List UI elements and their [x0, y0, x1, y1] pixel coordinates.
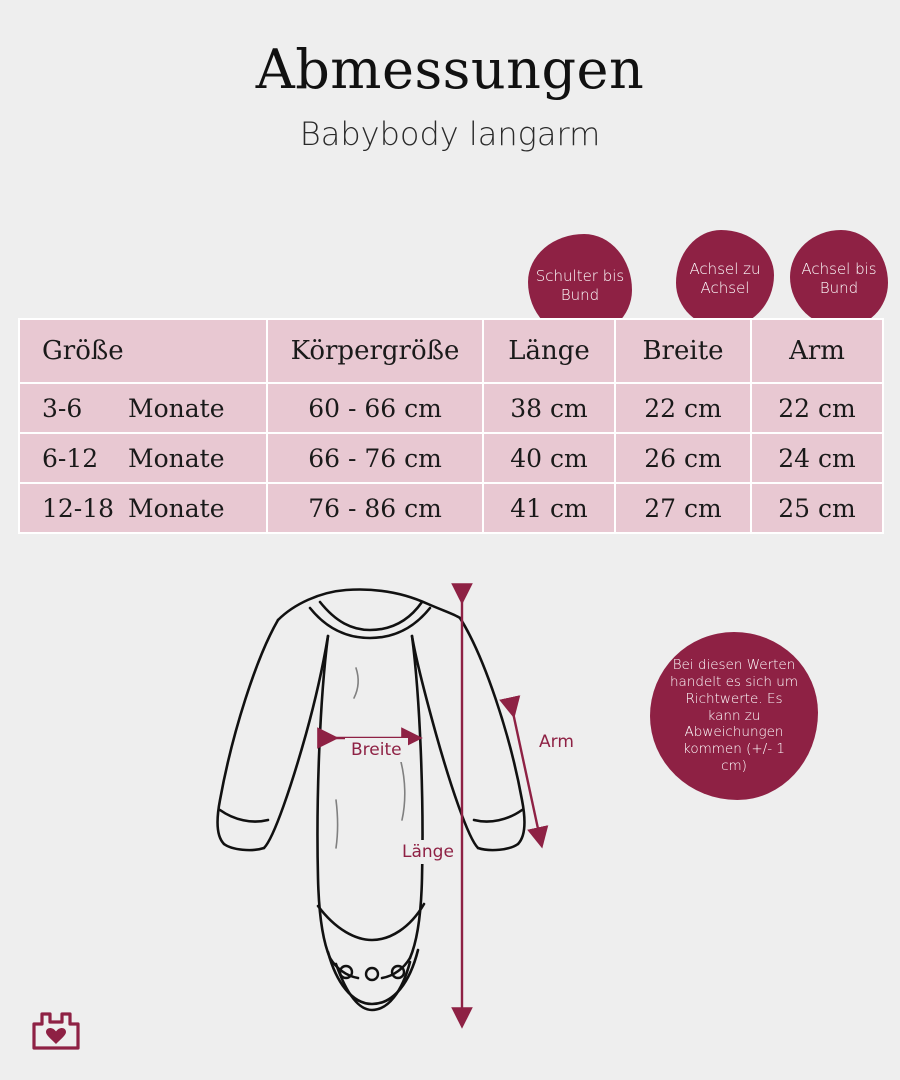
column-header-arm: Arm	[751, 319, 883, 383]
cell-body-height: 60 - 66 cm	[267, 383, 483, 433]
cell-size-number: 12-18	[42, 493, 115, 523]
cell-arm: 24 cm	[751, 433, 883, 483]
page-subtitle: Babybody langarm	[299, 115, 601, 154]
bodysuit-illustration	[160, 548, 580, 1038]
table-row	[19, 383, 883, 433]
page-title: Abmessungen	[255, 38, 645, 101]
cell-size-unit: Monate	[128, 393, 225, 423]
cell-size	[19, 433, 267, 483]
size-table-wrapper	[18, 318, 882, 534]
cell-size	[19, 383, 267, 433]
blob-armpit-to-armpit-label: Achsel zu Achsel	[689, 260, 761, 297]
table-row	[19, 483, 883, 533]
cell-laenge: 38 cm	[483, 383, 615, 433]
size-table	[18, 318, 884, 534]
cell-laenge: 40 cm	[483, 433, 615, 483]
cell-size	[19, 483, 267, 533]
label-laenge: Länge	[396, 840, 460, 864]
label-breite: Breite	[345, 738, 408, 762]
column-header-body: Körpergröße	[267, 319, 483, 383]
cell-size-number: 3-6	[42, 393, 83, 423]
blob-disclaimer-note	[650, 632, 818, 800]
blob-armpit-to-band	[790, 230, 888, 328]
blob-shoulder-to-band-label: Schulter bis Bund	[535, 267, 625, 304]
cell-breite: 26 cm	[615, 433, 751, 483]
blob-armpit-to-armpit	[676, 230, 774, 328]
cell-arm: 22 cm	[751, 383, 883, 433]
label-arm: Arm	[533, 730, 580, 754]
cell-size-unit: Monate	[128, 493, 225, 523]
cell-breite: 22 cm	[615, 383, 751, 433]
brand-logo	[30, 1006, 82, 1052]
cell-size-unit: Monate	[128, 443, 225, 473]
column-header-breite: Breite	[615, 319, 751, 383]
cell-laenge: 41 cm	[483, 483, 615, 533]
page-header	[0, 0, 900, 153]
cell-size-number: 6-12	[42, 443, 99, 473]
blob-armpit-to-band-label: Achsel bis Bund	[801, 260, 877, 297]
cell-body-height: 66 - 76 cm	[267, 433, 483, 483]
column-header-size: Größe	[19, 319, 267, 383]
table-header-row	[19, 319, 883, 383]
column-header-laenge: Länge	[483, 319, 615, 383]
cell-breite: 27 cm	[615, 483, 751, 533]
table-row	[19, 433, 883, 483]
cell-body-height: 76 - 86 cm	[267, 483, 483, 533]
blob-disclaimer-note-label: Bei diesen Werten handelt es sich um Richtwerte. Es kann zu Abweichungen kommen (+/- 1 cm)	[670, 656, 798, 775]
cell-arm: 25 cm	[751, 483, 883, 533]
